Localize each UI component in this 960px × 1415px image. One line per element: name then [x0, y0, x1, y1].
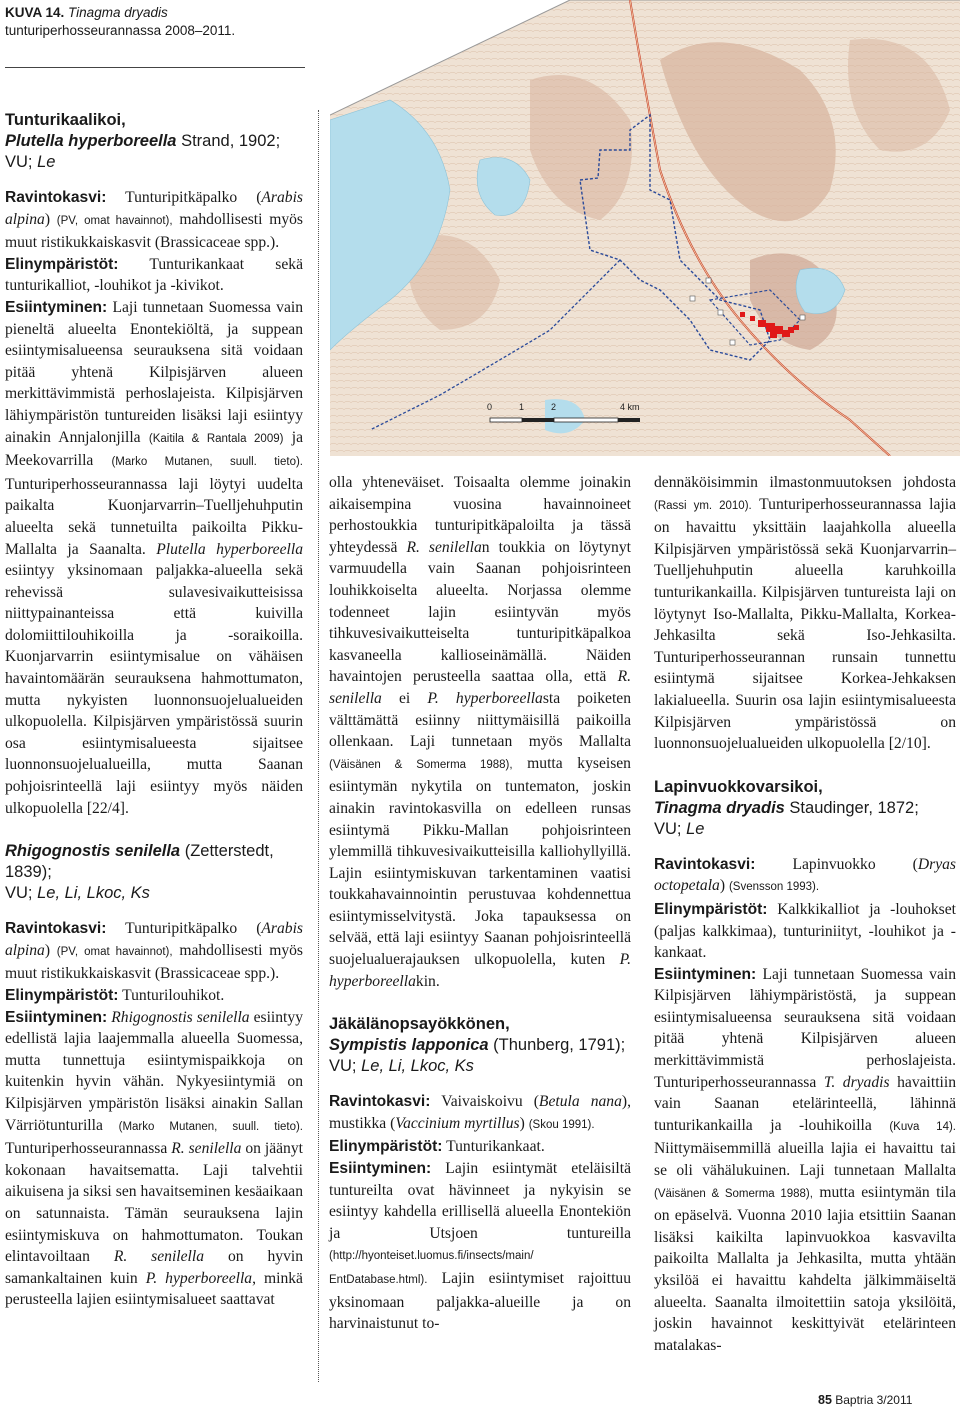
occurrence-paragraph: Esiintyminen: Lajin esiintymät eteläisiltä tuntureilta ovat hävinneet ja nykyisin se esiintyy kahdella erillisellä alueella Enontekiön ja Utsjoen tuntureilla (http://hyonteiset.luomus.fi/insects/main/ EntDatabase.html). Lajin esiintymiset rajoittuu yksinomaan paljakka-alueille ja on harvinaistunut to-: [329, 1160, 631, 1333]
food-plant-paragraph: Ravintokasvi: Tunturipitkäpalko (Arabis alpina) (PV, omat havainnot), mahdollisesti myös muut ristikukkaiskasvit (Brassicaceae spp.).: [5, 189, 303, 252]
occurrence-paragraph: Esiintyminen: Laji tunnetaan Suomessa vain Kilpisjärven lähiympäristöstä, ja suppean esiintymisalueensa seurauksena sitä voidaan pitää yhtenä Kilpisjärven alueen merkittävimmistä perhoslajeista. Tunturiperhosseurannassa T. dryadis havaittiin vain Saanan etelärinteellä, lähinnä tunturikankailla ja -louhikoilla (Kuva 14). Niittymäisemmillä alueilla lajia ei havaittu tai se oli vähälukuinen. Laji tunnetaan Mallalta (Väisänen & Somerma 1988), mutta esiintymän tila on epäselvä. Vuonna 2010 lajia etsittiin Saanan lisäksi kaikilta lapinvuokkoa kasvavilta paikoilta Mallalta ja Jehkasilta, mutta yhtään yksilöä ei havaittu kahdelta jälkimmäiseltä alueelta. Saanalta ilmoitettiin satoja yksilöitä, joskin havainnot keskittyivät etelärinteen matalakas-: [654, 965, 957, 1354]
habitat-paragraph: Elinympäristöt: Tunturilouhikot.: [5, 987, 225, 1004]
page-footer: [818, 1393, 912, 1407]
journal-name: Baptria 3/2011: [835, 1393, 913, 1407]
distribution-map: [330, 0, 960, 456]
caption-rule: [5, 67, 305, 68]
scale-label: 2: [551, 402, 557, 412]
caption-species: Tinagma dryadis: [68, 5, 168, 20]
figure-caption: [5, 4, 305, 40]
habitat-paragraph: Elinympäristöt: Tunturikankaat sekä tunturikalliot, -louhikot ja -kivikot.: [5, 255, 303, 295]
species-heading: Rhigognostis senilella (Zetterstedt, 1839); VU; Le, Li, Lkoc, Ks: [5, 842, 274, 903]
caption-text: tunturiperhosseurannassa 2008–2011.: [5, 23, 236, 38]
scale-label: 1: [519, 402, 525, 412]
text-column-1: [5, 110, 303, 1311]
page-number: 85: [818, 1393, 832, 1407]
column-divider: [318, 110, 319, 1382]
habitat-paragraph: Elinympäristöt: Tunturikankaat.: [329, 1138, 545, 1156]
body-paragraph: olla yhteneväiset. Toisaalta olemme joinakin aikaisempina vuosina havainnoineet perhostoukkia tunturipitkäpaloilta ja tässä yhteydessä R. senilellan toukkia on löytynyt varmuudella vain Saanan pohjoisrinteen louhikkoiselta alueelta. Norjassa olemme todenneet lajin esiintyvän myös tihkuvesivaikutteiselta tunturipitkäpalkoa kasvaneella kallioseinämällä. Näiden havaintojen perusteella saattaa olla, että R. senilella ei P. hyperboreellasta poiketen välttämättä esiinny niittymäisillä paikoilla ollenkaan. Laji tunnetaan myös Mallalta (Väisänen & Somerma 1988), mutta kyseisen esiintymän nykytila on tuntematon, joskin ainakin ravintokasvilla on edelleen runsas esiintymä Pikku-Mallan pohjoisrinteen ylemmillä tihkuvesivaikutteisilla kalliohyllyillä. Lajin esiintymiskuvan tarkentaminen vaatisi toukkahavainnointin perustuvaa kohdennettua esiintymisselvitystä. Joka tapauksessa on selvää, että laji esiintyy Saanan pohjoisrinteellä suojelualuerajauksen ulkopuolella, kuten P. hyperboreellakin.: [329, 474, 631, 990]
food-plant-paragraph: Ravintokasvi: Vaivaiskoivu (Betula nana), mustikka (Vaccinium myrtillus) (Skou 1991).: [329, 1093, 631, 1132]
food-plant-paragraph: Ravintokasvi: Tunturipitkäpalko (Arabis alpina) (PV, omat havainnot), mahdollisesti myös muut ristikukkaiskasvit (Brassicaceae spp.).: [5, 920, 303, 983]
text-column-2: [329, 472, 631, 1335]
habitat-paragraph: Elinympäristöt: Kalkkikalliot ja -louhokset (paljas kalkkimaa), tunturiniityt, -louhikot ja -kankaat.: [654, 900, 956, 962]
occurrence-paragraph: Esiintyminen: Rhigognostis senilella esiintyy edellistä lajia laajemmalla alueella Suomessa, mutta tunnettuja esiintymispaikkoja on kuitenkin hyvin vähän. Nykyesiintymiä on Kilpisjärven ympäristön lisäksi ainakin Sallan Värriötunturilla (Marko Mutanen, suull. tieto). Tunturiperhosseurannassa R. senilella on jäänyt kokonaan havaitsematta. Laji talvehtii aikuisena ja siksi sen havaitseminen kesäaikaan on satunnaista. Tämän seurauksena lajin esiintymiskuva on hahmottumaton. Toukan elintavoiltaan R. senilella on hyvin samankaltainen kuin P. hyperboreella, minkä perusteella lajien esiintymisalueet saattavat: [5, 1008, 304, 1309]
occurrence-paragraph: Esiintyminen: Laji tunnetaan Suomessa vain pieneltä alueelta Enontekiöltä, ja suppean esiintymisalueensa seurauksena sitä voidaan pitää yhtenä Kilpisjärven alueen merkittävimmistä perhoslajeista. Kilpisjärven lähiympäristön tuntureiden lisäksi laji esiintyy ainakin Annjalonjilla (Kaitila & Rantala 2009) ja Meekovarrilla (Marko Mutanen, suull. tieto). Tunturiperhosseurannassa laji löytyi uudelta paikalta Kuonjarvarrin–Tuelljehuhputin alueelta sekä tunnetuilta paikoilta Pikku-Mallalta ja Saanalta. Plutella hyperboreella esiintyy yksinomaan paljakka-alueella sekä rehevissä sulavesivaikutteisissa niittypainanteissa että kuivilla dolomiittilouhikoilla ja -soraikoilla. Kuonjarvarrin esiintymisalue on vähäisen havaintomäärän seurauksena hahmottumaton, mutta nykyisten luonnonsuojelualueiden ulkopuolella. Kilpisjärven ympäristössä suurin osa esiintymisalueesta sijaitsee luonnonsuojelualueilla, mutta Saanan pohjoisrinteellä laji esiintyy myös näiden ulkopuolella [22/4].: [5, 298, 303, 817]
species-heading: Jäkälänopsayökkönen, Sympistis lapponica (Thunberg, 1791); VU; Le, Li, Lkoc, Ks: [329, 1015, 626, 1076]
caption-label: KUVA 14.: [5, 5, 65, 20]
body-paragraph: dennäköisimmin ilmastonmuutoksen johdosta (Rassi ym. 2010). Tunturiperhosseurannassa lajia on havaittu yksittäin laajahkolla alueella Kilpisjärven ympäristössä sekä Kuonjarvarrin–Tuelljehuhputin alueella karuhkoilla tunturikankailla. Kilpisjärven tuntureista laji on löytynyt Iso-Mallalta, Pikku-Mallalta, Korkea-Jehkasilta sekä Iso-Jehkasilta. Tunturiperhosseurannan runsain tunnettu esiintymä sijaitsee Korkea-Jehkaksen lakialueella. Suurin osa lajin esiintymisalueesta Kilpisjärven ympäristössä on luonnonsuojelualueiden ulkopuolella [2/10].: [654, 474, 956, 753]
text-column-3: [654, 472, 956, 1356]
species-heading: Lapinvuokkovarsikoi, Tinagma dryadis Staudinger, 1872; VU; Le: [654, 777, 919, 838]
scale-label: 0: [487, 402, 493, 412]
scale-label: 4 km: [620, 402, 640, 412]
food-plant-paragraph: Ravintokasvi: Lapinvuokko (Dryas octopetala) (Svensson 1993).: [654, 855, 956, 895]
species-heading: Tunturikaalikoi, Plutella hyperboreella Strand, 1902; VU; Le: [5, 111, 281, 171]
